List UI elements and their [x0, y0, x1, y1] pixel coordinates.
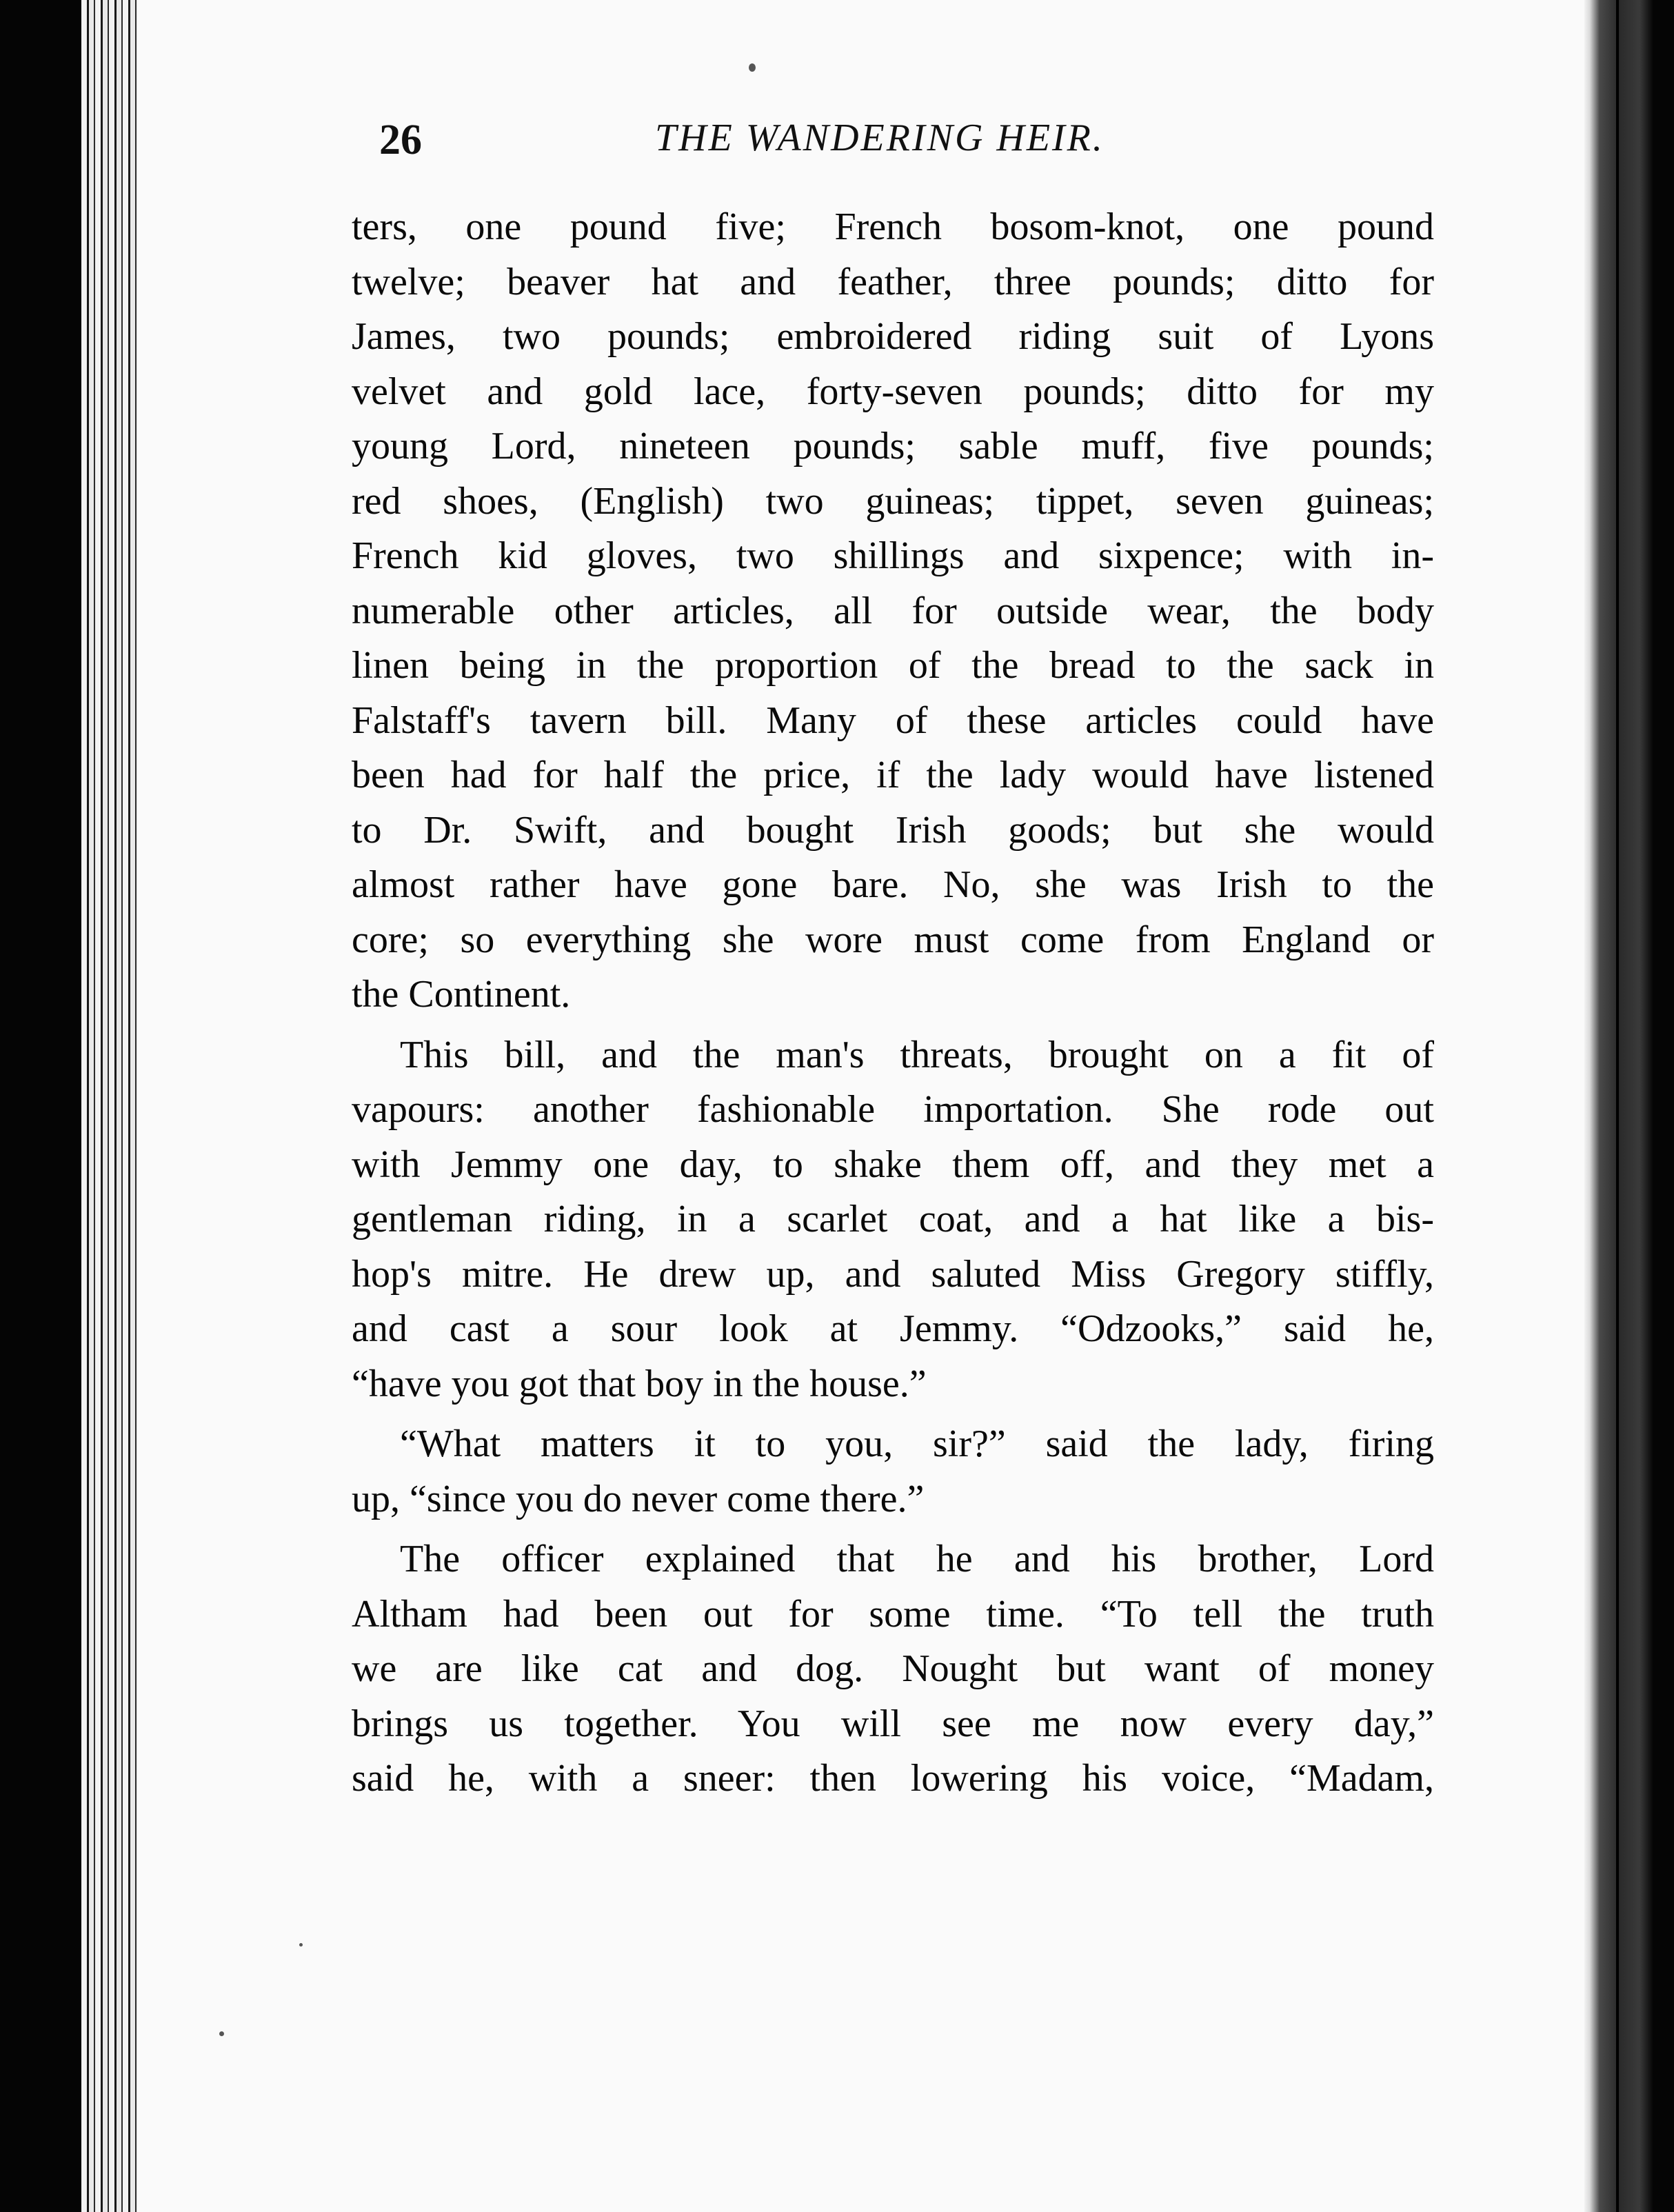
book-binding-shadow — [1584, 0, 1674, 2212]
text-line: ters, one pound five; French bosom-knot, one pound — [352, 205, 1434, 248]
book-page-edges — [81, 0, 143, 2212]
text-line: been had for half the price, if the lady would have listened — [352, 754, 1434, 796]
text-line: “have you got that boy in the house.” — [352, 1362, 927, 1405]
text-line: almost rather have gone bare. No, she was Irish to the — [352, 863, 1434, 906]
text-line: Altham had been out for some time. “To tell the truth — [352, 1592, 1434, 1636]
text-line: we are like cat and dog. Nought but want of money — [352, 1647, 1434, 1690]
paper-speck — [219, 2031, 224, 2036]
paragraph — [352, 200, 1434, 1023]
text-line: and cast a sour look at Jemmy. “Odzooks,” said he, — [352, 1307, 1434, 1350]
text-line: velvet and gold lace, forty-seven pounds; ditto for my — [352, 370, 1434, 413]
text-line: said he, with a sneer: then lowering his voice, “Madam, — [352, 1757, 1434, 1800]
paper-speck — [749, 63, 756, 72]
text-line: French kid gloves, two shillings and sixpence; with in- — [352, 534, 1434, 577]
paragraph — [352, 1417, 1434, 1527]
body-text — [352, 200, 1434, 1812]
text-line: hop's mitre. He drew up, and saluted Miss Gregory stiffly, — [352, 1252, 1434, 1296]
text-line: red shoes, (English) two guineas; tippet, seven guineas; — [352, 479, 1434, 523]
paragraph — [352, 1028, 1434, 1412]
paper-speck — [299, 1943, 303, 1947]
binding-edge — [1616, 0, 1619, 2212]
text-line: gentleman riding, in a scarlet coat, and a hat like a bis- — [352, 1198, 1434, 1240]
text-line: the Continent. — [352, 973, 571, 1016]
running-title: THE WANDERING HEIR. — [655, 117, 1105, 159]
text-line: young Lord, nineteen pounds; sable muff, five pounds; — [352, 425, 1434, 467]
text-line: with Jemmy one day, to shake them off, and they met a — [352, 1143, 1434, 1186]
text-line: linen being in the proportion of the bread to the sack in — [352, 644, 1434, 687]
text-line: James, two pounds; embroidered riding suit of Lyons — [352, 315, 1434, 358]
text-line: Falstaff's tavern bill. Many of these articles could have — [352, 698, 1434, 742]
text-line: “What matters it to you, sir?” said the lady, firing — [400, 1422, 1434, 1465]
page-number: 26 — [379, 117, 422, 163]
text-line: up, “since you do never come there.” — [352, 1477, 925, 1520]
text-line: numerable other articles, all for outside wear, the body — [352, 589, 1434, 632]
page-header — [372, 116, 1172, 185]
text-line: vapours: another fashionable importation. She rode out — [352, 1088, 1434, 1131]
text-line: to Dr. Swift, and bought Irish goods; but she would — [352, 808, 1434, 852]
text-line: This bill, and the man's threats, brought on a fit of — [400, 1033, 1434, 1076]
text-line: twelve; beaver hat and feather, three pounds; ditto for — [352, 260, 1434, 303]
text-line: core; so everything she wore must come from England or — [352, 918, 1434, 961]
text-line: brings us together. You will see me now every day,” — [352, 1702, 1434, 1745]
paragraph — [352, 1532, 1434, 1807]
text-line: The officer explained that he and his brother, Lord — [400, 1538, 1434, 1580]
